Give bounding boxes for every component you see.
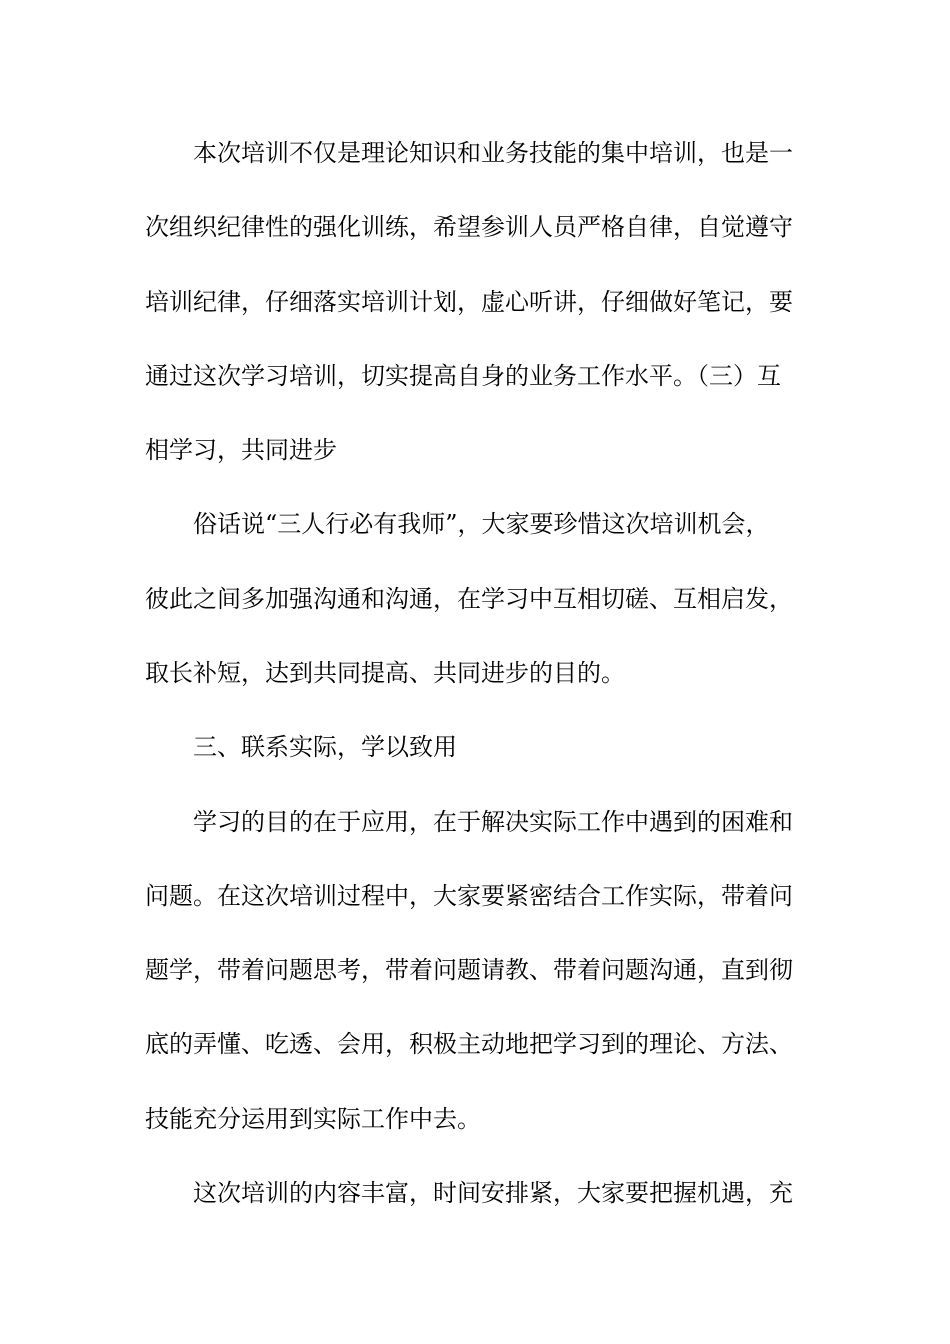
paragraph-line: 彼此之间多加强沟通和沟通，在学习中互相切磋、互相启发， (145, 585, 793, 613)
paragraph-line: 相学习，共同进步 (145, 436, 337, 464)
paragraph-line: 取长补短，达到共同提高、共同进步的目的。 (145, 659, 625, 687)
paragraph-line: 技能充分运用到实际工作中去。 (145, 1105, 481, 1133)
paragraph-line: 学习的目的在于应用，在于解决实际工作中遇到的困难和 (193, 808, 793, 836)
paragraph-line: 这次培训的内容丰富，时间安排紧，大家要把握机遇，充 (193, 1179, 793, 1207)
paragraph-line: 次组织纪律性的强化训练，希望参训人员严格自律，自觉遵守 (145, 213, 793, 241)
paragraph-line: 底的弄懂、吃透、会用，积极主动地把学习到的理论、方法、 (145, 1030, 793, 1058)
paragraph-line: 本次培训不仅是理论知识和业务技能的集中培训，也是一 (193, 139, 793, 167)
paragraph-line: 问题。在这次培训过程中，大家要紧密结合工作实际，带着问 (145, 882, 793, 910)
section-heading: 三、联系实际，学以致用 (193, 733, 457, 761)
paragraph-line: 通过这次学习培训，切实提高自身的业务工作水平。（三）互 (145, 362, 781, 390)
paragraph-line: 俗话说“三人行必有我师”，大家要珍惜这次培训机会， (193, 510, 770, 538)
paragraph-line: 题学，带着问题思考，带着问题请教、带着问题沟通，直到彻 (145, 956, 793, 984)
paragraph-line: 培训纪律，仔细落实培训计划，虚心听讲，仔细做好笔记，要 (145, 288, 793, 316)
